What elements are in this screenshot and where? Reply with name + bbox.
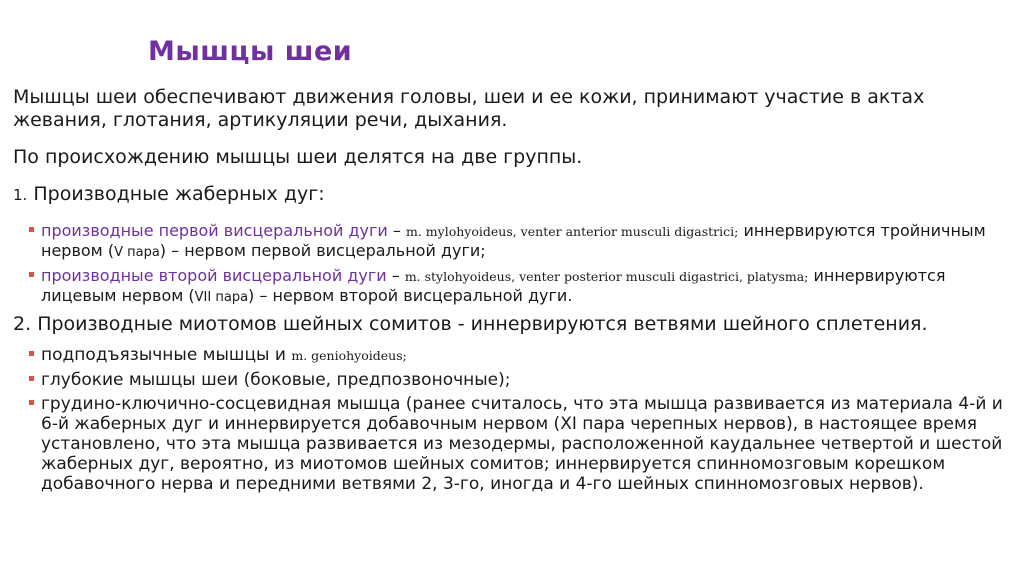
square-bullet-icon xyxy=(29,376,34,381)
item-pair: V пара xyxy=(114,245,160,260)
group2-label: Производные миотомов шейных сомитов - иннервируются ветвями шейного сплетения. xyxy=(37,313,928,335)
item-dash: – xyxy=(386,266,405,285)
slide-body xyxy=(13,86,1015,498)
groups-intro: По происхождению мышцы шеи делятся на две группы. xyxy=(13,146,583,168)
item-latin: m. geniohyoideus; xyxy=(291,348,407,363)
item-rest: ) – нервом второй висцеральной дуги. xyxy=(248,286,573,305)
item-latin: m. stylohyoideus, venter posterior musculi digastrici, platysma; xyxy=(404,269,809,284)
group2-list xyxy=(13,345,1015,494)
group1-label: Производные жаберных дуг: xyxy=(33,183,325,205)
list-item xyxy=(13,394,1015,494)
item-innervation: иннервируются тройничным нервом ( xyxy=(41,221,986,260)
square-bullet-icon xyxy=(29,272,34,277)
item-text: подподъязычные мышцы и xyxy=(41,345,292,365)
item-name: производные первой висцеральной дуги xyxy=(41,221,388,240)
group1-heading xyxy=(13,183,1015,207)
item-pair: VII пара xyxy=(194,290,249,305)
item-latin: m. mylohyoideus, venter anterior musculi digastrici; xyxy=(406,224,739,239)
square-bullet-icon xyxy=(29,400,34,405)
square-bullet-icon xyxy=(29,227,34,232)
item-dash: – xyxy=(387,221,406,240)
item-rest: ) – нервом первой висцеральной дуги; xyxy=(159,241,486,260)
group1-list xyxy=(13,221,1015,307)
item-text: грудино-ключично-сосцевидная мышца (ранее считалось, что эта мышца развивается из материала 4-й и 6-й жаберных дуг и иннервируется добавочным нервом (XI пара черепных нервов), в настоящее время установлено, что эта мышца развивается из мезодермы, расположенной каудальнее четвертой и шестой жаберных дуг, вероятно, из миотомов шейных сомитов; иннервируется спинномозговым корешком добавочного нерва и передними ветвями 2, 3-го, иногда и 4-го шейных спинномозговых нервов). xyxy=(41,394,1003,494)
list-item xyxy=(13,266,1015,307)
item-name: производные второй висцеральной дуги xyxy=(41,266,387,285)
item-innervation: иннервируются лицевым нервом ( xyxy=(41,266,946,305)
item-text: глубокие мышцы шеи (боковые, предпозвоночные); xyxy=(41,370,511,390)
slide-title: Мышцы шеи xyxy=(148,36,353,67)
list-item xyxy=(13,221,1015,262)
square-bullet-icon xyxy=(29,351,34,356)
group2-number: 2. xyxy=(13,313,32,335)
group1-number: 1. xyxy=(13,186,28,204)
list-item xyxy=(13,345,1015,366)
list-item xyxy=(13,370,1015,390)
intro-paragraph: Мышцы шеи обеспечивают движения головы, шеи и ее кожи, принимают участие в актах жевания, глотания, артикуляции речи, дыхания. xyxy=(13,86,925,131)
group2-heading xyxy=(13,311,1015,337)
